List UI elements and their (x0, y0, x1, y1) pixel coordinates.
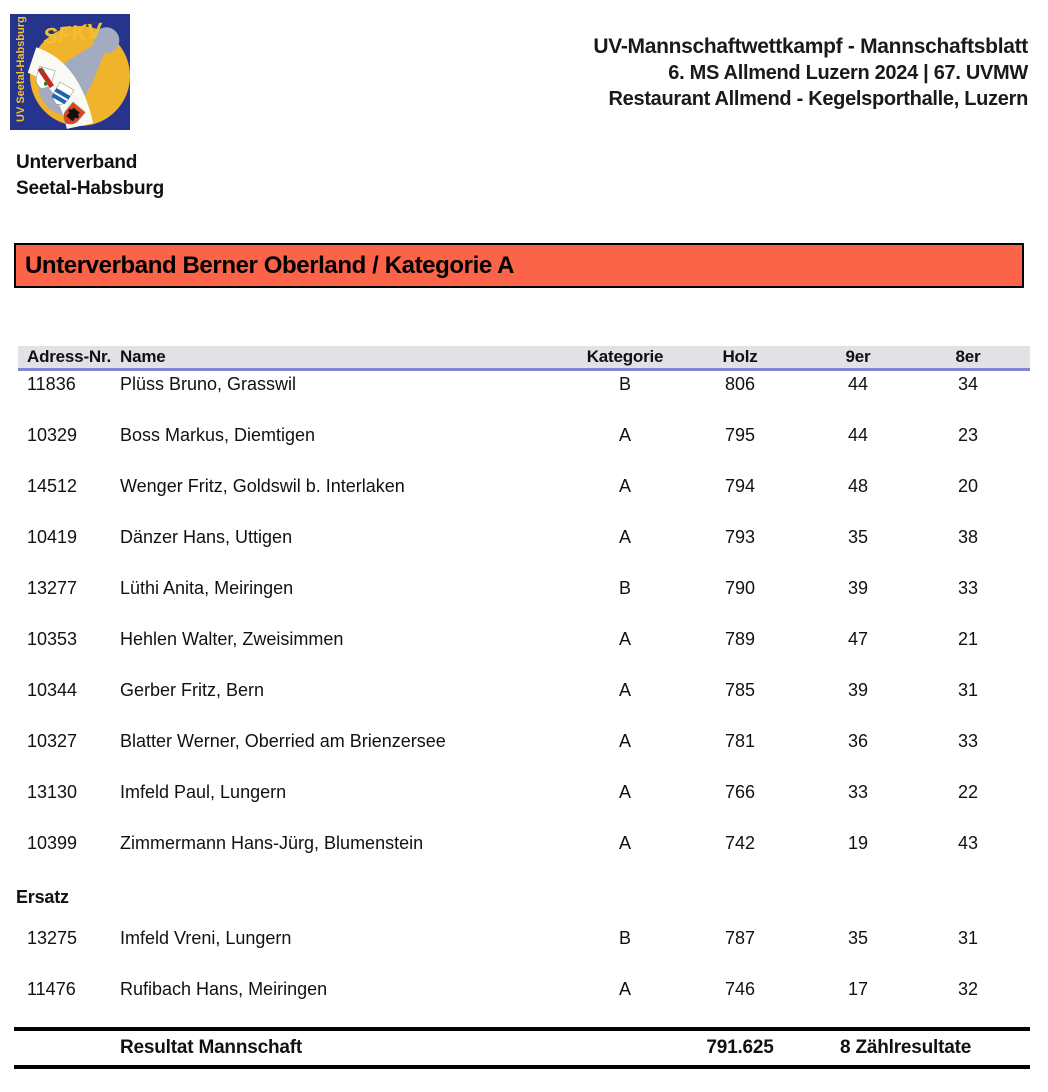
cell-8er: 22 (957, 782, 979, 802)
cell-name: Hehlen Walter, Zweisimmen (120, 629, 344, 649)
column-header-adress-nr: Adress-Nr. (27, 347, 111, 366)
cell-holz: 746 (724, 979, 756, 999)
cell-name: Dänzer Hans, Uttigen (120, 527, 293, 547)
cell-name: Lüthi Anita, Meiringen (120, 578, 294, 598)
cell-name: Zimmermann Hans-Jürg, Blumenstein (120, 833, 424, 853)
cell-adress-nr: 11476 (27, 979, 76, 999)
competition-titles (593, 34, 1028, 112)
table-row (18, 524, 1030, 575)
competition-subtitle: 6. MS Allmend Luzern 2024 | 67. UVMW (668, 62, 1028, 84)
cell-9er: 44 (847, 425, 869, 445)
cell-kategorie: A (618, 527, 631, 547)
table-row (18, 422, 1030, 473)
cell-9er: 33 (847, 782, 869, 802)
cell-holz: 790 (724, 578, 756, 598)
cell-9er: 35 (847, 527, 869, 547)
footer-count-label: 8 Zählresultate (840, 1037, 972, 1058)
cell-kategorie: A (618, 979, 631, 999)
cell-8er: 32 (957, 979, 979, 999)
column-header-kategorie: Kategorie (586, 347, 664, 366)
logo-side-text: UV Seetal-Habsburg (15, 16, 27, 122)
cell-adress-nr: 13277 (27, 578, 78, 598)
cell-name: Imfeld Vreni, Lungern (120, 928, 292, 948)
cell-kategorie: A (618, 476, 631, 496)
cell-9er: 36 (847, 731, 869, 751)
section-banner (14, 243, 1024, 288)
organization-line2: Seetal-Habsburg (16, 178, 164, 199)
cell-kategorie: A (618, 629, 631, 649)
cell-9er: 39 (847, 680, 869, 700)
table-row (18, 976, 1030, 1027)
page-header (0, 0, 1048, 243)
table-row (18, 473, 1030, 524)
footer-holz-total: 791.625 (706, 1037, 774, 1058)
cell-9er: 39 (847, 578, 869, 598)
cell-adress-nr: 10344 (27, 680, 78, 700)
cell-adress-nr: 13130 (27, 782, 78, 802)
cell-holz: 806 (724, 374, 756, 394)
cell-holz: 793 (724, 527, 756, 547)
cell-kategorie: A (618, 425, 631, 445)
cell-name: Plüss Bruno, Grasswil (120, 374, 297, 394)
cell-9er: 47 (847, 629, 869, 649)
organization-line1: Unterverband (16, 152, 138, 173)
cell-9er: 19 (847, 833, 869, 853)
cell-8er: 33 (957, 578, 979, 598)
cell-name: Blatter Werner, Oberried am Brienzersee (120, 731, 446, 751)
cell-holz: 787 (724, 928, 756, 948)
cell-kategorie: A (618, 782, 631, 802)
cell-8er: 34 (957, 374, 979, 394)
table-row (18, 626, 1030, 677)
cell-holz: 742 (724, 833, 756, 853)
cell-adress-nr: 10399 (27, 833, 78, 853)
cell-9er: 17 (847, 979, 869, 999)
cell-kategorie: A (618, 680, 631, 700)
table-row (18, 371, 1030, 422)
column-header-9er: 9er (845, 347, 871, 366)
cell-name: Gerber Fritz, Bern (120, 680, 265, 700)
cell-kategorie: A (618, 833, 631, 853)
cell-holz: 789 (724, 629, 756, 649)
cell-holz: 795 (724, 425, 756, 445)
column-header-8er: 8er (955, 347, 981, 366)
section-banner-title: Unterverband Berner Oberland / Kategorie A (25, 251, 515, 279)
cell-kategorie: B (618, 578, 631, 598)
cell-8er: 20 (957, 476, 979, 496)
cell-kategorie: B (618, 374, 631, 394)
table-row (18, 779, 1030, 830)
cell-name: Imfeld Paul, Lungern (120, 782, 287, 802)
cell-adress-nr: 10329 (27, 425, 78, 445)
results-table (18, 346, 1030, 1069)
cell-8er: 31 (957, 680, 979, 700)
cell-adress-nr: 10327 (27, 731, 78, 751)
table-body-ersatz (18, 925, 1030, 1027)
club-logo (10, 14, 130, 130)
table-row (18, 575, 1030, 626)
cell-8er: 23 (957, 425, 979, 445)
competition-title: UV-Mannschaftwettkampf - Mannschaftsblatt (593, 35, 1028, 58)
logo-acronym: SFKV (41, 17, 103, 49)
table-row (18, 925, 1030, 976)
cell-holz: 794 (724, 476, 756, 496)
ersatz-section-label: Ersatz (16, 887, 69, 907)
cell-kategorie: B (618, 928, 631, 948)
table-row (18, 728, 1030, 779)
cell-name: Boss Markus, Diemtigen (120, 425, 316, 445)
cell-adress-nr: 13275 (27, 928, 78, 948)
cell-8er: 33 (957, 731, 979, 751)
cell-holz: 766 (724, 782, 756, 802)
column-header-holz: Holz (722, 347, 758, 366)
cell-holz: 785 (724, 680, 756, 700)
cell-adress-nr: 14512 (27, 476, 78, 496)
table-footer-row (14, 1027, 1030, 1069)
table-body-main (18, 371, 1030, 881)
cell-8er: 43 (957, 833, 979, 853)
cell-name: Rufibach Hans, Meiringen (120, 979, 328, 999)
column-header-name: Name (120, 347, 166, 366)
cell-name: Wenger Fritz, Goldswil b. Interlaken (120, 476, 405, 496)
table-row (18, 830, 1030, 881)
cell-9er: 35 (847, 928, 869, 948)
organization-name (16, 150, 164, 202)
cell-kategorie: A (618, 731, 631, 751)
cell-adress-nr: 10353 (27, 629, 78, 649)
table-header-row (18, 346, 1030, 371)
cell-adress-nr: 10419 (27, 527, 78, 547)
cell-8er: 38 (957, 527, 979, 547)
cell-adress-nr: 11836 (27, 374, 76, 394)
cell-8er: 31 (957, 928, 979, 948)
competition-venue: Restaurant Allmend - Kegelsporthalle, Luzern (608, 88, 1028, 110)
cell-8er: 21 (957, 629, 979, 649)
footer-result-label: Resultat Mannschaft (120, 1037, 303, 1058)
cell-9er: 48 (847, 476, 869, 496)
table-row (18, 677, 1030, 728)
cell-9er: 44 (847, 374, 869, 394)
cell-holz: 781 (724, 731, 756, 751)
